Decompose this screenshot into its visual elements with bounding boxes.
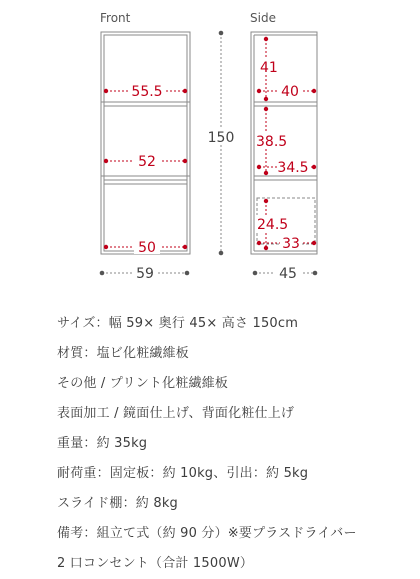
- side-depth-1-dot-right: [312, 89, 316, 93]
- side-depth-dot-left: [253, 271, 258, 276]
- side-depth-dimension: [253, 264, 318, 282]
- side-height-2-dot-bottom: [264, 171, 268, 175]
- side-height-1-dot-bottom: [264, 97, 268, 101]
- side-depth-1-dot-left: [257, 89, 261, 93]
- spec-slide-shelf: スライド棚：約 8kg: [57, 496, 178, 511]
- side-dimensions: [255, 37, 316, 252]
- front-shelf-1-dot-right: [183, 89, 187, 93]
- front-inner-frame: [104, 35, 187, 251]
- side-depth-3-label: 33: [282, 236, 300, 252]
- side-depth-2-dot-right: [312, 165, 316, 169]
- front-dimensions: [104, 82, 187, 256]
- front-shelf-1-label: 55.5: [131, 84, 163, 100]
- side-height-1-label: 41: [260, 60, 278, 76]
- side-depth-3-dot-left: [257, 241, 261, 245]
- front-width-dot-left: [100, 271, 105, 276]
- spec-load-capacity: 耐荷重：固定板：約 10kg、引出：約 5kg: [57, 466, 309, 481]
- front-shelf-3-label: 50: [138, 240, 156, 256]
- total-height-dot-bottom: [219, 251, 224, 256]
- spec-notes: 備考：組立て式（約 90 分）※要プラスドライバー: [57, 526, 357, 541]
- side-height-3-label: 24.5: [257, 217, 289, 233]
- front-shelf-2-dot-left: [104, 159, 108, 163]
- front-width-label: 59: [136, 266, 154, 282]
- side-height-3-dot-top: [264, 199, 268, 203]
- front-shelf-3-dot-left: [104, 245, 108, 249]
- side-view-label: Side: [250, 11, 276, 25]
- total-height-label: 150: [207, 130, 235, 146]
- spec-surface-finish: 表面加工 / 鏡面仕上げ、背面化粧仕上げ: [57, 406, 295, 421]
- spec-weight: 重量：約 35kg: [57, 436, 148, 451]
- side-height-2-dot-top: [264, 107, 268, 111]
- side-depth-label: 45: [279, 266, 297, 282]
- side-height-2-label: 38.5: [256, 134, 288, 150]
- total-height-dot-top: [219, 31, 224, 36]
- spec-size: サイズ：幅 59× 奥行 45× 高さ 150cm: [57, 316, 299, 331]
- front-view-label: Front: [100, 11, 131, 25]
- front-outline: [101, 32, 190, 254]
- spec-material: 材質：塩ビ化粧繊維板: [57, 346, 190, 361]
- front-width-dimension: [100, 264, 190, 282]
- spec-other-material: その他 / プリント化粧繊維板: [57, 376, 229, 391]
- front-shelf-1-dot-left: [104, 89, 108, 93]
- side-depth-3-dot-right: [312, 241, 316, 245]
- side-height-3-dot-bottom: [264, 246, 268, 250]
- spec-outlet: 2 口コンセント（合計 1500W）: [57, 556, 254, 571]
- side-depth-dot-right: [313, 271, 318, 276]
- side-depth-2-dot-left: [257, 165, 261, 169]
- front-shelf-2-label: 52: [138, 154, 156, 170]
- front-view: [101, 32, 190, 254]
- side-depth-2-label: 34.5: [277, 160, 309, 176]
- front-width-dot-right: [185, 271, 190, 276]
- total-height-dimension: [205, 31, 237, 256]
- side-depth-1-label: 40: [281, 84, 299, 100]
- side-height-1-dot-top: [264, 37, 268, 41]
- spec-list: [57, 309, 357, 579]
- front-shelf-3-dot-right: [183, 245, 187, 249]
- front-shelf-2-dot-right: [183, 159, 187, 163]
